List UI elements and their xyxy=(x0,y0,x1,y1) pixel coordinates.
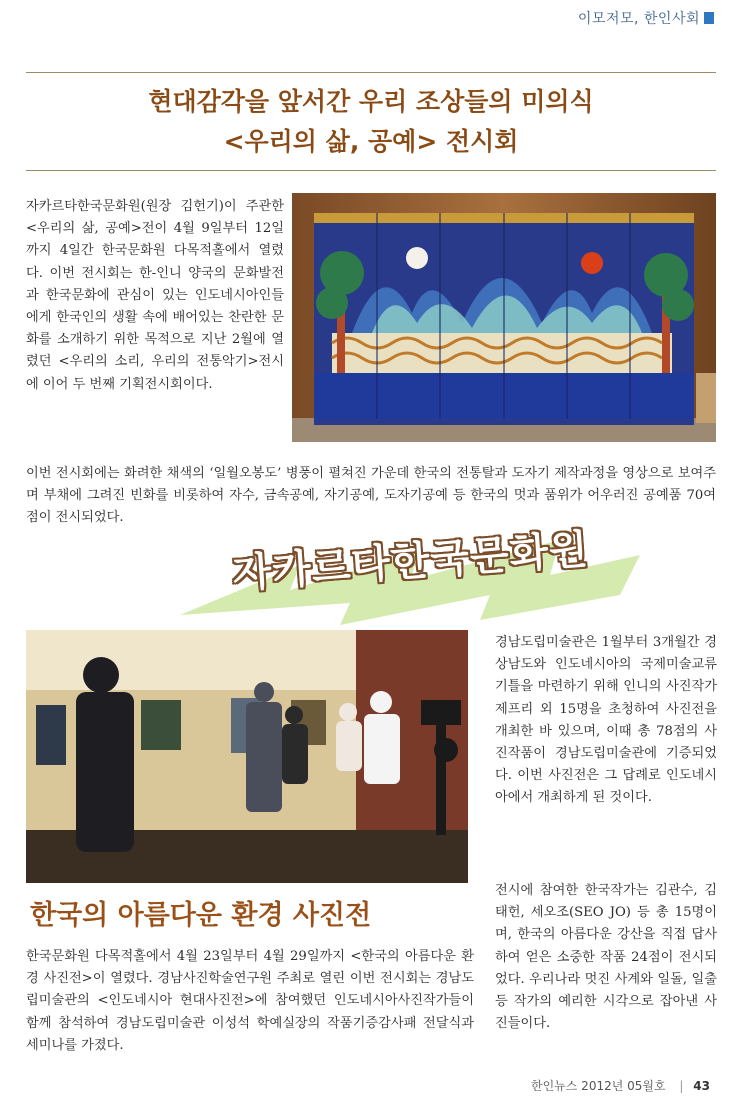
bottom-rule xyxy=(26,170,716,171)
page-footer xyxy=(531,1077,710,1094)
square-icon xyxy=(704,12,714,24)
title-line-1: 현대감각을 앞서간 우리 조상들의 미의식 xyxy=(148,87,594,116)
banner-text: 자카르타한국문화원 xyxy=(231,526,591,598)
issue-label: 한인뉴스 2012년 05월호 xyxy=(531,1079,666,1093)
article2-right-para-1: 경남도립미술관은 1월부터 3개월간 경상남도와 인도네시아의 국제미술교류 기틀을 마련하기 위해 인니의 사진작가 제프리 외 15명을 초청하여 사진전을 개최한 바 있으며, 이때 총 78점의 사진작품이 경남도립미술관에 기증되었다. 이번 사진전은 그 답례로 인도네시아에서 개최하게 된 것이다. xyxy=(495,635,717,806)
article2-right-para-2: 전시에 참여한 한국작가는 김관수, 김태헌, 세오조(SEO JO) 등 총 15명이며, 한국의 아름다운 강산을 직접 답사하여 얻은 소중한 작품 24점이 전시되었다. 우리나라 멋진 사계와 일돌, 일출 등 작가의 예리한 시각으로 잡아낸 사진들이다. xyxy=(495,883,717,1032)
footer-divider: | xyxy=(679,1079,684,1093)
page-number: 43 xyxy=(693,1079,710,1093)
article-title xyxy=(26,82,716,162)
article1-body: 이번 전시회에는 화려한 채색의 ‘일월오봉도’ 병풍이 펼쳐진 가운데 한국의 전통탈과 도자기 제작과정을 영상으로 보여주며 부채에 그려진 빈화를 비롯하여 자수, 금속공예, 자기공예, 도자기공예 등 한국의 멋과 품위가 어우러진 공예품 70여 점이 전시되었다. xyxy=(26,466,716,526)
article2-left-para: 한국문화원 다목적홀에서 4월 23일부터 4월 29일까지 <한국의 아름다운 환경 사진전>이 열렸다. 경남사진학술연구원 주최로 열린 이번 전시회는 경남도립미술관의 <인도네시아 현대사진전>에 참여했던 인도네시아사진작가들이 함께 참석하여 경남도립미술관 이성석 학예실장의 작품기증감사패 전달식과 세미나를 가졌다. xyxy=(26,949,474,1053)
title-line-2: <우리의 삶, 공예> 전시회 xyxy=(223,127,519,156)
section-tag xyxy=(578,8,714,28)
article1-intro: 자카르타한국문화원(원장 김헌기)이 주관한 <우리의 삶, 공예>전이 4월 9일부터 12일까지 4일간 한국문화원 다목적홀에서 열렸다. 이번 전시회는 한-인니 양국의 문화발전과 한국문화에 관심이 있는 인도네시아인들에게 한국인의 생활 속에 배어있는 찬란한 문화를 소개하기 위한 목적으로 지난 2월에 열렸던 <우리의 소리, 우리의 전통악기>전시에 이어 두 번째 기획전시회이다. xyxy=(26,199,284,392)
top-rule xyxy=(26,72,716,73)
section-label: 이모저모, 한인사회 xyxy=(577,11,700,27)
article2-heading: 한국의 아름다운 환경 사진전 xyxy=(30,900,372,931)
exhibition-photo xyxy=(26,630,468,883)
folding-screen-photo xyxy=(292,193,716,442)
